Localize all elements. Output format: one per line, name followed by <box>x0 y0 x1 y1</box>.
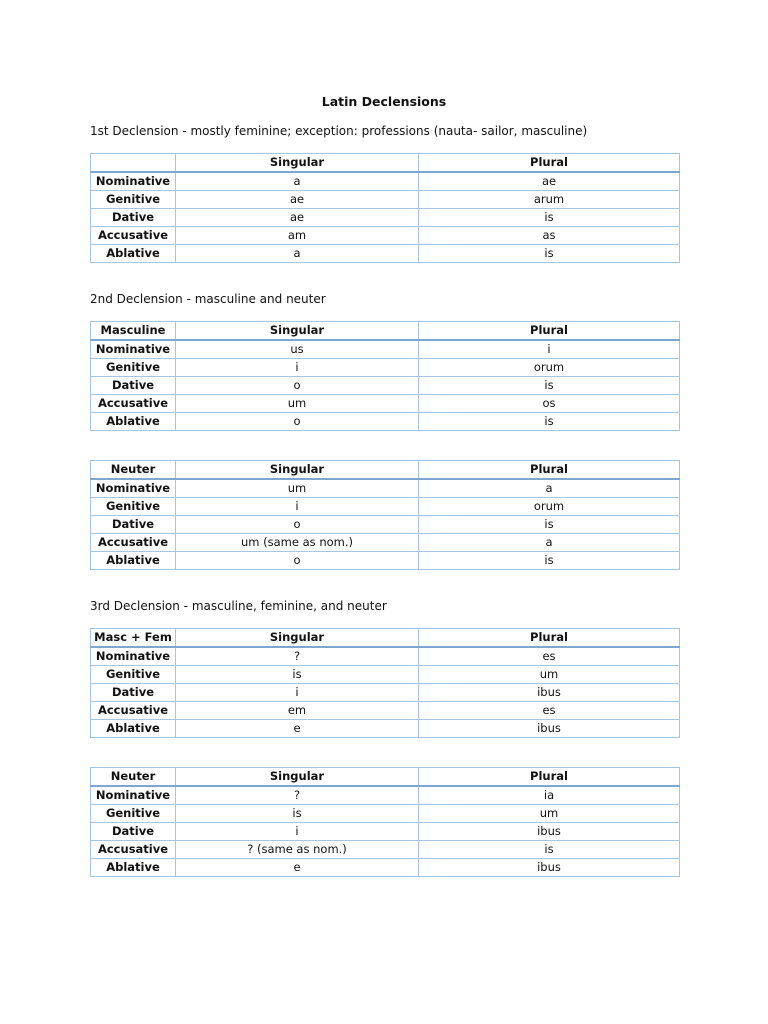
table-header-row <box>91 768 680 787</box>
plural-ending: ibus <box>419 684 680 702</box>
page-title: Latin Declensions <box>321 94 447 109</box>
plural-ending: es <box>419 702 680 720</box>
table-row <box>91 498 680 516</box>
singular-ending: o <box>176 413 419 431</box>
case-label: Dative <box>91 516 176 534</box>
singular-ending: um <box>176 395 419 413</box>
table-row <box>91 534 680 552</box>
corner-header: Masculine <box>91 322 176 341</box>
plural-ending: es <box>419 647 680 666</box>
table-row <box>91 227 680 245</box>
table-row <box>91 209 680 227</box>
plural-ending: is <box>419 552 680 570</box>
table-2nd-declension-masculine <box>90 321 680 431</box>
plural-ending: ibus <box>419 720 680 738</box>
table-header-row <box>91 629 680 648</box>
singular-ending: o <box>176 552 419 570</box>
singular-ending: o <box>176 516 419 534</box>
table-row <box>91 359 680 377</box>
case-label: Ablative <box>91 245 176 263</box>
singular-header: Singular <box>176 461 419 480</box>
table-row <box>91 823 680 841</box>
table-row <box>91 720 680 738</box>
singular-ending: am <box>176 227 419 245</box>
corner-header: Neuter <box>91 768 176 787</box>
section-heading-3rd-declension: 3rd Declension - masculine, feminine, and neuter <box>90 599 387 613</box>
singular-ending: um (same as nom.) <box>176 534 419 552</box>
case-label: Accusative <box>91 841 176 859</box>
singular-ending: ? (same as nom.) <box>176 841 419 859</box>
table-row <box>91 479 680 498</box>
plural-ending: ae <box>419 172 680 191</box>
singular-header: Singular <box>176 154 419 173</box>
corner-header <box>91 154 176 173</box>
plural-ending: is <box>419 413 680 431</box>
case-label: Nominative <box>91 786 176 805</box>
table-3rd-declension-neuter <box>90 767 680 877</box>
case-label: Genitive <box>91 666 176 684</box>
case-label: Dative <box>91 823 176 841</box>
singular-header: Singular <box>176 768 419 787</box>
singular-ending: o <box>176 377 419 395</box>
plural-header: Plural <box>419 768 680 787</box>
singular-ending: e <box>176 859 419 877</box>
table-row <box>91 395 680 413</box>
singular-ending: i <box>176 823 419 841</box>
singular-ending: um <box>176 479 419 498</box>
table-row <box>91 684 680 702</box>
singular-ending: ae <box>176 191 419 209</box>
plural-ending: ibus <box>419 823 680 841</box>
case-label: Accusative <box>91 227 176 245</box>
table-row <box>91 516 680 534</box>
singular-ending: ? <box>176 786 419 805</box>
plural-ending: is <box>419 841 680 859</box>
table-row <box>91 859 680 877</box>
table-row <box>91 552 680 570</box>
plural-ending: as <box>419 227 680 245</box>
case-label: Nominative <box>91 647 176 666</box>
singular-ending: is <box>176 805 419 823</box>
singular-ending: is <box>176 666 419 684</box>
case-label: Ablative <box>91 413 176 431</box>
singular-ending: em <box>176 702 419 720</box>
plural-ending: i <box>419 340 680 359</box>
plural-header: Plural <box>419 322 680 341</box>
case-label: Genitive <box>91 359 176 377</box>
singular-ending: ae <box>176 209 419 227</box>
singular-ending: i <box>176 359 419 377</box>
plural-header: Plural <box>419 461 680 480</box>
case-label: Accusative <box>91 395 176 413</box>
plural-header: Plural <box>419 629 680 648</box>
table-row <box>91 702 680 720</box>
singular-ending: a <box>176 172 419 191</box>
table-row <box>91 413 680 431</box>
table-row <box>91 377 680 395</box>
table-row <box>91 340 680 359</box>
plural-ending: is <box>419 245 680 263</box>
table-row <box>91 786 680 805</box>
case-label: Genitive <box>91 498 176 516</box>
case-label: Accusative <box>91 702 176 720</box>
table-header-row <box>91 154 680 173</box>
plural-ending: a <box>419 534 680 552</box>
table-row <box>91 647 680 666</box>
table-1st-declension <box>90 153 680 263</box>
table-row <box>91 245 680 263</box>
section-heading-2nd-declension: 2nd Declension - masculine and neuter <box>90 292 326 306</box>
case-label: Ablative <box>91 720 176 738</box>
table-3rd-declension-masc-fem <box>90 628 680 738</box>
case-label: Dative <box>91 684 176 702</box>
plural-ending: orum <box>419 359 680 377</box>
table-row <box>91 805 680 823</box>
singular-ending: us <box>176 340 419 359</box>
plural-ending: os <box>419 395 680 413</box>
plural-ending: is <box>419 209 680 227</box>
plural-ending: um <box>419 805 680 823</box>
case-label: Genitive <box>91 191 176 209</box>
table-2nd-declension-neuter <box>90 460 680 570</box>
singular-header: Singular <box>176 322 419 341</box>
table-row <box>91 666 680 684</box>
table-header-row <box>91 461 680 480</box>
singular-ending: e <box>176 720 419 738</box>
case-label: Nominative <box>91 340 176 359</box>
case-label: Nominative <box>91 172 176 191</box>
table-header-row <box>91 322 680 341</box>
case-label: Genitive <box>91 805 176 823</box>
singular-ending: ? <box>176 647 419 666</box>
case-label: Ablative <box>91 552 176 570</box>
plural-ending: orum <box>419 498 680 516</box>
singular-ending: i <box>176 498 419 516</box>
plural-ending: um <box>419 666 680 684</box>
corner-header: Masc + Fem <box>91 629 176 648</box>
section-heading-1st-declension: 1st Declension - mostly feminine; exception: professions (nauta- sailor, masculine) <box>90 124 588 138</box>
plural-ending: arum <box>419 191 680 209</box>
table-row <box>91 172 680 191</box>
table-row <box>91 841 680 859</box>
case-label: Ablative <box>91 859 176 877</box>
plural-ending: ia <box>419 786 680 805</box>
plural-ending: a <box>419 479 680 498</box>
plural-ending: is <box>419 377 680 395</box>
case-label: Accusative <box>91 534 176 552</box>
plural-ending: ibus <box>419 859 680 877</box>
singular-ending: a <box>176 245 419 263</box>
case-label: Nominative <box>91 479 176 498</box>
plural-ending: is <box>419 516 680 534</box>
case-label: Dative <box>91 209 176 227</box>
singular-header: Singular <box>176 629 419 648</box>
corner-header: Neuter <box>91 461 176 480</box>
case-label: Dative <box>91 377 176 395</box>
plural-header: Plural <box>419 154 680 173</box>
singular-ending: i <box>176 684 419 702</box>
table-row <box>91 191 680 209</box>
